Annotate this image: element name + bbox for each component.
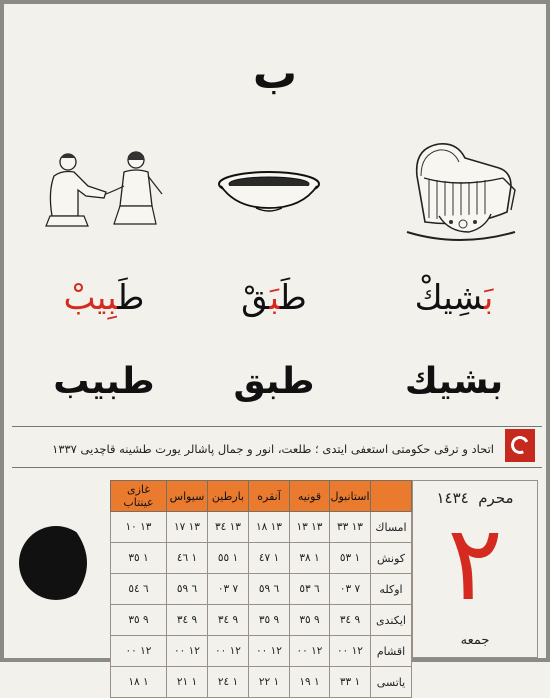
word-tabak-plain: طبق [233, 361, 315, 402]
row-label: ياتسى [371, 667, 412, 698]
table-header-row [111, 481, 412, 512]
table-cell: ٩ ٣٥ [111, 605, 167, 636]
table-cell: ٩ ٣٥ [290, 605, 330, 636]
table-cell: ٩ ٣٥ [249, 605, 290, 636]
row-label: اوكله [371, 574, 412, 605]
alphabet-letter: ب [252, 48, 298, 99]
word-tabib-vocalized: طَبِيبْ [63, 278, 145, 318]
publisher-logo [505, 429, 535, 462]
table-cell: ١٢ ٠٠ [167, 636, 208, 667]
weekday-name: جمعه [460, 633, 490, 648]
table-row [111, 605, 412, 636]
table-cell: ١ ٥٣ [330, 543, 371, 574]
word-tabib-plain: طبيب [53, 361, 155, 402]
word-tabak-vocalized: طَبَقْ [241, 278, 307, 318]
column-header: قونيه [290, 481, 330, 512]
table-cell: ١ ٢٤ [208, 667, 249, 698]
word-beshik-vocalized: بَشِيكْ [414, 278, 494, 318]
day-number: ٢ [447, 502, 503, 624]
prayer-times-table [110, 480, 412, 698]
table-cell: ١ ٥٥ [208, 543, 249, 574]
table-cell: ١٣ ١٠ [111, 512, 167, 543]
divider-bottom [12, 467, 542, 468]
table-cell: ٩ ٣٤ [167, 605, 208, 636]
table-header-corner [371, 481, 412, 512]
table-row [111, 574, 412, 605]
table-cell: ١٢ ٠٠ [111, 636, 167, 667]
row-label: كونش [371, 543, 412, 574]
table-cell: ١ ٣٥ [111, 543, 167, 574]
table-cell: ٦ ٥٩ [249, 574, 290, 605]
table-cell: ١ ٣٨ [290, 543, 330, 574]
table-cell: ١٢ ٠٠ [290, 636, 330, 667]
table-cell: ١٣ ١٧ [167, 512, 208, 543]
table-cell: ٧ ٠٣ [208, 574, 249, 605]
date-box [412, 480, 538, 658]
row-label: اقشام [371, 636, 412, 667]
column-header: استانبول [330, 481, 371, 512]
word-beshik-plain: بشيك [404, 361, 504, 402]
table-cell: ١ ٣٣ [330, 667, 371, 698]
table-cell: ١٣ ٣٣ [330, 512, 371, 543]
moon-phase-icon [17, 524, 95, 602]
row-label: امساك [371, 512, 412, 543]
table-row [111, 512, 412, 543]
table-cell: ١ ٤٧ [249, 543, 290, 574]
cradle-illustration [399, 136, 524, 248]
table-cell: ١ ٢١ [167, 667, 208, 698]
plate-illustration [216, 168, 322, 218]
table-cell: ٧ ٠٣ [330, 574, 371, 605]
table-row [111, 667, 412, 698]
divider-top [12, 426, 542, 427]
table-cell: ١٣ ١٨ [249, 512, 290, 543]
table-row [111, 543, 412, 574]
column-header: بارطين [208, 481, 249, 512]
table-cell: ٦ ٥٣ [290, 574, 330, 605]
table-cell: ٦ ٥٤ [111, 574, 167, 605]
table-cell: ١ ٤٦ [167, 543, 208, 574]
doctor-illustration [44, 146, 164, 230]
table-cell: ٩ ٣٤ [208, 605, 249, 636]
table-cell: ١ ١٩ [290, 667, 330, 698]
table-cell: ١ ٢٢ [249, 667, 290, 698]
table-cell: ١٢ ٠٠ [249, 636, 290, 667]
column-header: غازى عينتاب [111, 481, 167, 512]
table-cell: ١٢ ٠٠ [330, 636, 371, 667]
column-header: سيواس [167, 481, 208, 512]
table-cell: ١٢ ٠٠ [208, 636, 249, 667]
table-cell: ١ ١٨ [111, 667, 167, 698]
hijri-date: محرم ١٤٣٤ [436, 489, 514, 507]
table-cell: ١٣ ٣٤ [208, 512, 249, 543]
row-label: ايكندى [371, 605, 412, 636]
historical-note: اتحاد و ترقى حكومتى استعفى ايتدى ؛ طلعت، انور و جمال پاشالر يورت طشينه قاچديى ١٣٣٧ [52, 442, 494, 456]
logo-mark-icon [508, 433, 531, 456]
table-cell: ٩ ٣٤ [330, 605, 371, 636]
table-cell: ١٣ ١٣ [290, 512, 330, 543]
table-cell: ٦ ٥٩ [167, 574, 208, 605]
column-header: آنقره [249, 481, 290, 512]
